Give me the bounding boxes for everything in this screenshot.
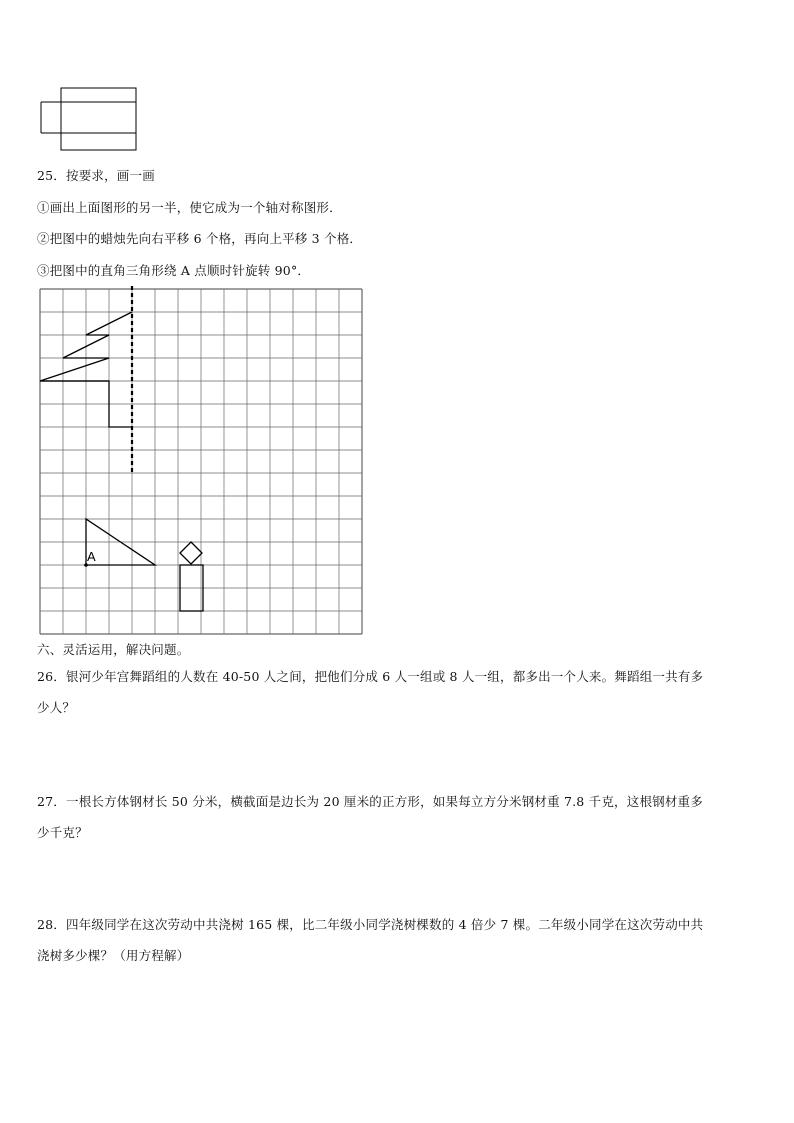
q28-line2: 浇树多少棵？（用方程解）	[37, 948, 190, 963]
box-top-rect	[61, 88, 136, 150]
q25-title: 25．按要求，画一画	[37, 168, 155, 183]
q25-step1: ①画出上面图形的另一半，使它成为一个轴对称图形．	[37, 200, 342, 215]
q25-step2: ②把图中的蜡烛先向右平移 6 个格，再向上平移 3 个格．	[37, 231, 363, 246]
q27-line1: 27．一根长方体钢材长 50 分米，横截面是边长为 20 厘米的正方形，如果每立方分米钢材重 7.8 千克，这根钢材重多	[37, 794, 703, 809]
point-a-label: A	[87, 549, 96, 564]
q28-line1: 28．四年级同学在这次劳动中共浇树 165 棵，比二年级小同学浇树棵数的 4 倍少 7 棵。二年级小同学在这次劳动中共	[37, 917, 704, 932]
drawing-grid	[36, 286, 366, 638]
q25-step3: ③把图中的直角三角形绕 A 点顺时针旋转 90°．	[37, 263, 311, 278]
q26-line1: 26．银河少年宫舞蹈组的人数在 40-50 人之间，把他们分成 6 人一组或 8 人一组，都多出一个人来。舞蹈组一共有多	[37, 669, 704, 684]
candle-flame	[180, 542, 202, 564]
section-six-heading: 六、灵活运用，解决问题。	[37, 642, 190, 657]
q27-line2: 少千克？	[37, 825, 88, 840]
grid-lines	[40, 289, 362, 634]
box-figure	[0, 0, 794, 160]
q26-line2: 少人？	[37, 700, 76, 715]
